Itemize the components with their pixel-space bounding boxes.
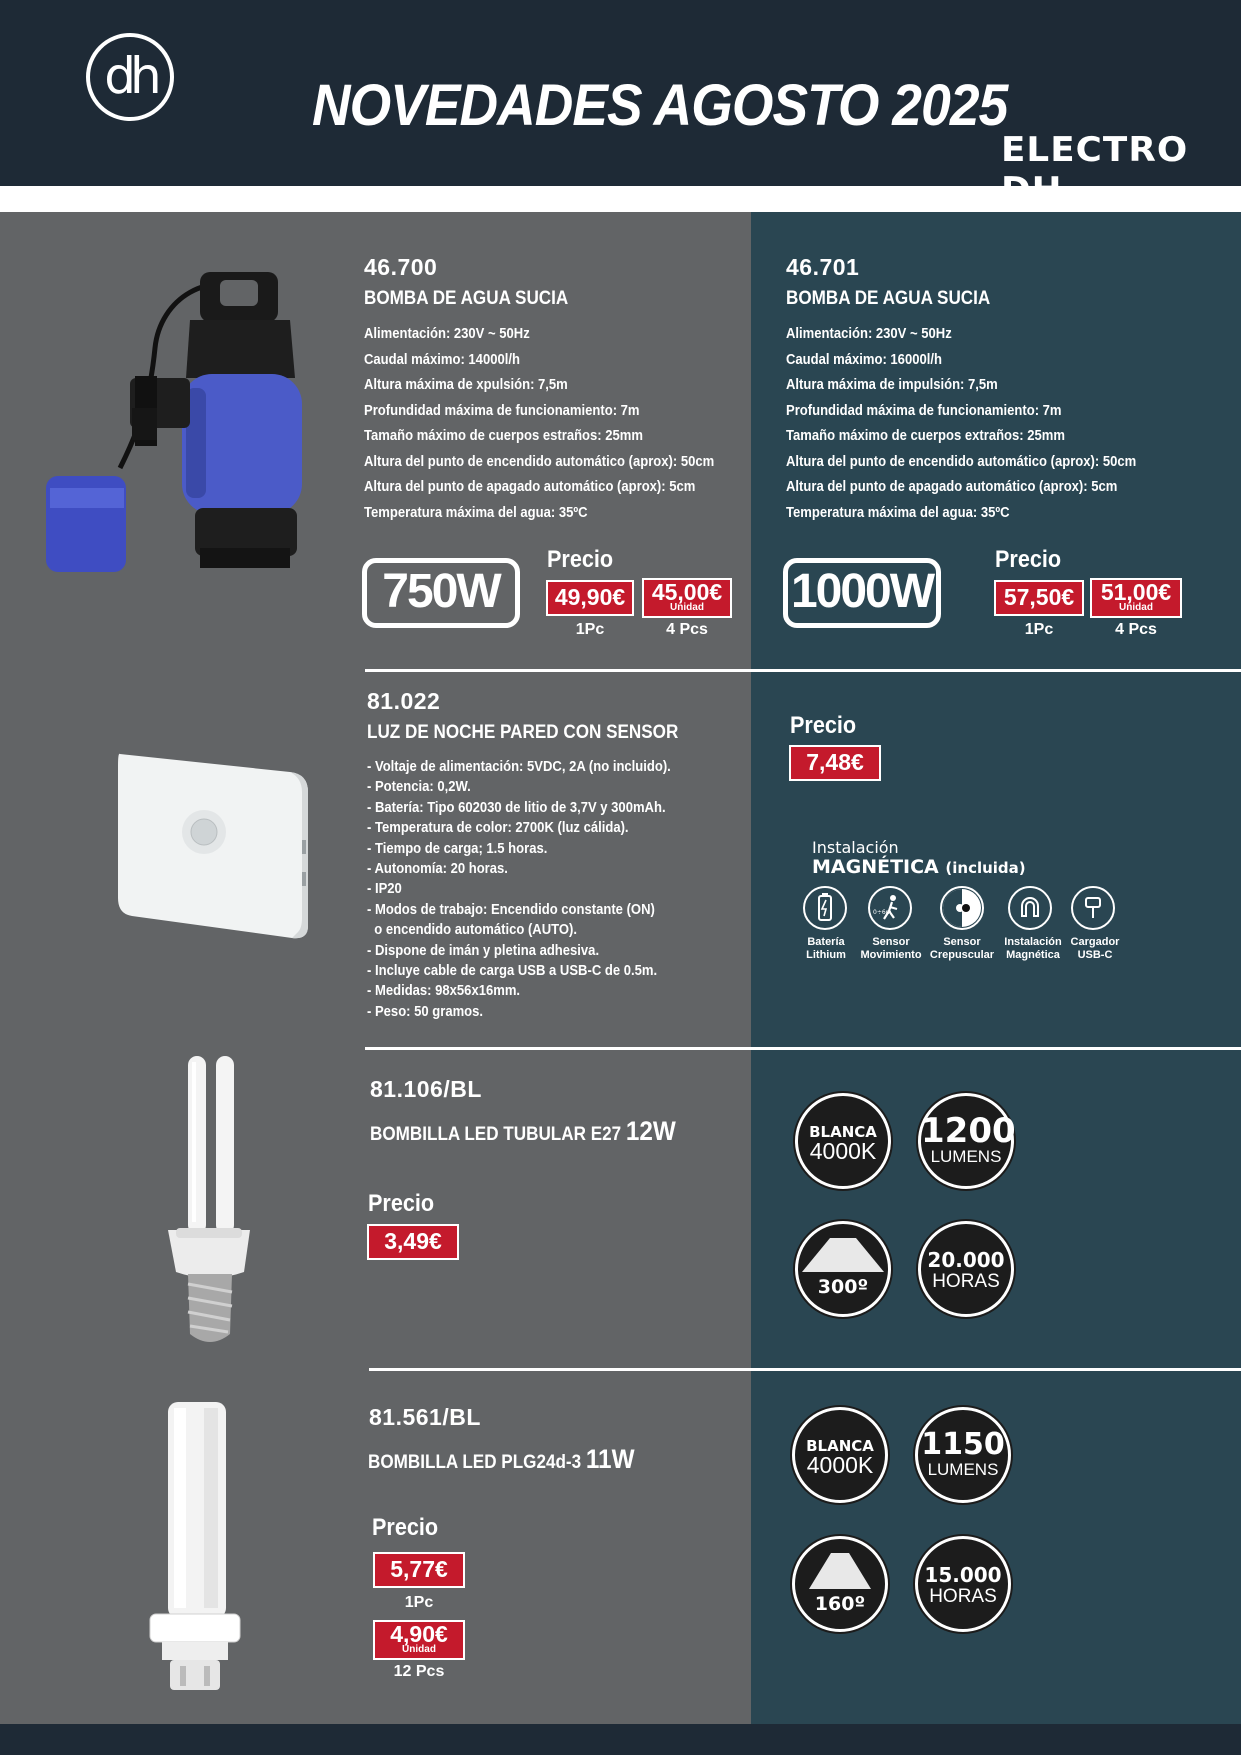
product-name-text: BOMBILLA LED PLG24d-3 xyxy=(368,1452,582,1473)
spec-line: - Peso: 50 gramos. xyxy=(367,1003,484,1020)
lifetime-badge: 20.000 HORAS xyxy=(918,1221,1014,1317)
feature-label-battery: Batería Lithium xyxy=(806,936,846,961)
spec-line: Tamaño máximo de cuerpos extraños: 25mm xyxy=(786,428,1065,444)
price-bulk-value: 4,90€ xyxy=(390,1621,448,1647)
feature-label-dusk: Sensor Crepuscular xyxy=(929,936,995,961)
night-light-image xyxy=(112,748,322,944)
price-bulk xyxy=(1090,578,1182,618)
price-label: Precio xyxy=(995,546,1062,573)
product-name: BOMBA DE AGUA SUCIA xyxy=(786,288,991,309)
product-watt: 11W xyxy=(585,1444,635,1474)
spec-line: - Autonomía: 20 horas. xyxy=(367,861,508,878)
install-type xyxy=(812,856,1026,878)
install-type-value: MAGNÉTICA xyxy=(812,856,939,878)
feature-label-motion: Sensor Movimiento xyxy=(860,936,922,961)
spec-line: - Batería: Tipo 602030 de litio de 3,7V y 300mAh. xyxy=(367,799,666,816)
lumens-badge: 1200 LUMENS xyxy=(918,1093,1014,1189)
plg-bulb-image xyxy=(144,1398,244,1700)
logo-text: dh xyxy=(104,47,156,105)
color-temp-badge: BLANCA 4000K xyxy=(795,1093,891,1189)
page-header xyxy=(0,0,1241,186)
page-title: NOVEDADES AGOSTO 2025 xyxy=(312,73,1008,138)
spec-line: Caudal máximo: 16000l/h xyxy=(786,351,942,368)
battery-icon xyxy=(803,886,847,930)
spec-line: Alimentación: 230V ~ 50Hz xyxy=(786,326,952,342)
spec-line: - Potencia: 0,2W. xyxy=(367,779,471,796)
qty-single: 1Pc xyxy=(575,621,605,638)
magnet-icon xyxy=(1008,886,1052,930)
product-code: 81.022 xyxy=(367,688,441,714)
qty-bulk: 4 Pcs xyxy=(1115,621,1157,638)
spec-line: - Temperatura de color: 2700K (luz cálida). xyxy=(367,820,629,837)
spec-line: Profundidad máxima de funcionamiento: 7m xyxy=(364,402,640,419)
product-code: 46.700 xyxy=(364,254,438,280)
price-bulk xyxy=(373,1620,465,1660)
install-label: Instalación xyxy=(812,838,899,857)
product-specs xyxy=(367,757,671,1022)
motion-sensor-icon xyxy=(868,886,912,930)
product-code: 81.106/BL xyxy=(370,1076,482,1102)
pump-image xyxy=(40,258,340,588)
spec-line: Altura máxima de xpulsión: 7,5m xyxy=(364,377,568,393)
spec-line: - Dispone de imán y pletina adhesiva. xyxy=(367,942,600,959)
product-specs xyxy=(364,322,714,526)
spec-line: - Tiempo de carga; 1.5 horas. xyxy=(367,840,548,857)
price-label: Precio xyxy=(790,712,857,739)
price-bulk-unit: Unidad xyxy=(402,1644,436,1655)
qty-single: 1Pc xyxy=(1024,621,1054,638)
spec-line: - Medidas: 98x56x16mm. xyxy=(367,983,521,1000)
spec-line: - Incluye cable de carga USB a USB-C de 0.5m. xyxy=(367,963,658,980)
lumens-badge: 1150 LUMENS xyxy=(915,1407,1011,1503)
price-bulk-unit: Unidad xyxy=(1119,602,1153,613)
color-temp-badge: BLANCA 4000K xyxy=(792,1407,888,1503)
price-single: 7,48€ xyxy=(789,745,881,781)
spec-line: Temperatura máxima del agua: 35ºC xyxy=(786,504,1010,521)
product-name-text: BOMBILLA LED TUBULAR E27 xyxy=(370,1124,622,1145)
spec-line: Altura del punto de apagado automático (aprox): 5cm xyxy=(786,479,1118,495)
price-single: 57,50€ xyxy=(994,580,1084,616)
tubular-bulb-image xyxy=(160,1052,260,1358)
brand-name: ELECTRO xyxy=(1001,130,1189,170)
product-name xyxy=(368,1444,635,1475)
dh-logo xyxy=(86,33,174,121)
section-divider xyxy=(365,669,1241,672)
spec-line: Caudal máximo: 14000l/h xyxy=(364,351,520,368)
spec-line: Altura máxima de impulsión: 7,5m xyxy=(786,377,998,393)
spec-line: o encendido automático (AUTO). xyxy=(367,922,578,939)
price-label: Precio xyxy=(372,1514,439,1541)
qty-single: 1Pc xyxy=(404,1594,434,1611)
spec-line: Alimentación: 230V ~ 50Hz xyxy=(364,326,530,342)
lifetime-badge: 15.000 HORAS xyxy=(915,1536,1011,1632)
product-name: BOMBA DE AGUA SUCIA xyxy=(364,288,569,309)
spec-line: Altura del punto de encendido automático (aprox): 50cm xyxy=(786,453,1137,470)
spec-line: - Modos de trabajo: Encendido constante (ON) xyxy=(367,901,655,918)
section-divider xyxy=(369,1368,1241,1371)
spec-line: Temperatura máxima del agua: 35ºC xyxy=(364,504,588,521)
spec-line: Tamaño máximo de cuerpos estraños: 25mm xyxy=(364,428,643,444)
beam-angle-badge: 300º xyxy=(795,1221,891,1317)
price-label: Precio xyxy=(368,1190,435,1217)
price-bulk xyxy=(642,578,732,618)
spec-line: Altura del punto de encendido automático (aprox): 50cm xyxy=(364,453,715,470)
beam-angle-badge: 160º xyxy=(792,1536,888,1632)
qty-bulk: 4 Pcs xyxy=(666,621,708,638)
spec-line: Altura del punto de apagado automático (aprox): 5cm xyxy=(364,479,696,495)
feature-label-usb: Cargador USB-C xyxy=(1070,936,1120,961)
motion-icon-range: 0÷6m xyxy=(873,909,892,916)
product-name: LUZ DE NOCHE PARED CON SENSOR xyxy=(367,722,679,743)
price-single: 49,90€ xyxy=(546,580,634,616)
section-divider xyxy=(365,1047,1241,1050)
spec-line: Profundidad máxima de funcionamiento: 7m xyxy=(786,402,1062,419)
product-watt: 12W xyxy=(625,1116,676,1146)
price-single: 3,49€ xyxy=(367,1224,459,1260)
price-label: Precio xyxy=(547,546,614,573)
price-single: 5,77€ xyxy=(373,1552,465,1588)
install-note: (incluida) xyxy=(945,859,1026,877)
header-band xyxy=(0,186,1241,212)
product-code: 46.701 xyxy=(786,254,860,280)
qty-bulk: 12 Pcs xyxy=(393,1663,445,1680)
spec-line: - IP20 xyxy=(367,881,402,898)
spec-line: - Voltaje de alimentación: 5VDC, 2A (no incluido). xyxy=(367,759,671,775)
price-bulk-value: 45,00€ xyxy=(651,579,723,605)
dusk-sensor-icon xyxy=(940,886,984,930)
page-footer xyxy=(0,1724,1241,1755)
product-code: 81.561/BL xyxy=(369,1404,481,1430)
feature-label-magnet: Instalación Magnética xyxy=(1004,936,1062,961)
power-badge: 1000W xyxy=(783,558,941,628)
power-badge: 750W xyxy=(362,558,520,628)
product-specs xyxy=(786,322,1136,526)
price-bulk-value: 51,00€ xyxy=(1100,579,1172,605)
usb-c-icon xyxy=(1071,886,1115,930)
price-bulk-unit: Unidad xyxy=(670,602,704,613)
product-name xyxy=(370,1116,676,1147)
